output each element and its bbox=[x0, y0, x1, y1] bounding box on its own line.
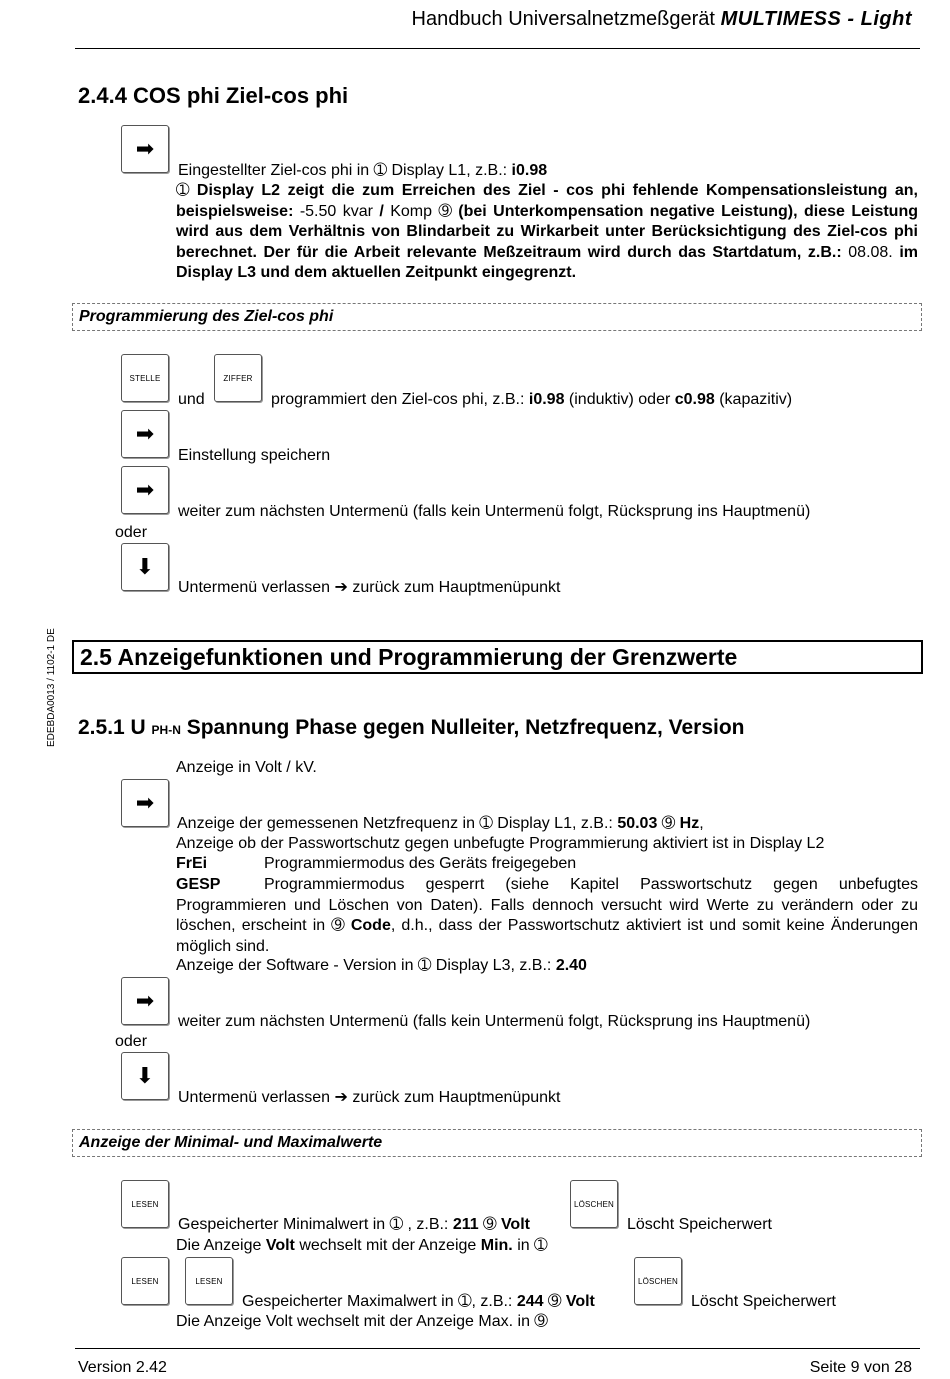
header-rule bbox=[75, 48, 920, 49]
section-heading-25: 2.5 Anzeigefunktionen und Programmierung der Grenzwerte bbox=[72, 640, 923, 674]
loeschen-key-label: LÖSCHEN bbox=[637, 1276, 679, 1286]
gesp-paragraph: GESP Programmiermodus gesperrt (siehe Kapitel Passwortschutz gegen unbefugtes Programmieren und Löschen von Daten). Falls dennoch versucht wird Werte zu verändern oder zu löschen, erscheint in ➈ Code, d.h., dass der Passwortschutz aktiviert ist und somit keine Änderungen möglich sind. bbox=[176, 876, 919, 955]
max-switch-text: Die Anzeige Volt wechselt mit der Anzeige Max. in ➈ bbox=[176, 1313, 548, 1330]
stelle-key-label: STELLE bbox=[129, 373, 161, 383]
section-heading-251: 2.5.1 U PH-N Spannung Phase gegen Nulleiter, Netzfrequenz, Version bbox=[78, 716, 745, 739]
down-arrow-icon: ⬇ bbox=[135, 554, 155, 579]
frequency-text: Anzeige der gemessenen Netzfrequenz in ➀ Display L1, z.B.: 50.03 ➈ Hz, bbox=[177, 815, 704, 832]
stelle-key-button[interactable] bbox=[121, 354, 169, 402]
lesen-key-button-2[interactable] bbox=[185, 1257, 233, 1305]
zielcos-display-line: Eingestellter Ziel-cos phi in ➀ Display L1, z.B.: i0.98 bbox=[178, 162, 548, 179]
enter-key-button[interactable] bbox=[121, 125, 169, 173]
next-submenu-key-button-251[interactable] bbox=[121, 977, 169, 1025]
leave-submenu-key-button-251[interactable] bbox=[121, 1052, 169, 1100]
right-arrow-icon: ➡ bbox=[135, 136, 155, 161]
lesen-key-button-1[interactable] bbox=[121, 1257, 169, 1305]
lesen-key-label: LESEN bbox=[131, 1199, 159, 1209]
right-arrow-icon: ➡ bbox=[135, 790, 155, 815]
box-heading-programming: Programmierung des Ziel-cos phi bbox=[72, 303, 922, 331]
next-submenu-key-button[interactable] bbox=[121, 466, 169, 514]
right-arrow-icon: ➡ bbox=[135, 421, 155, 446]
header-title: Handbuch Universalnetzmeßgerät bbox=[411, 8, 715, 30]
software-version-text: Anzeige der Software - Version in ➀ Display L3, z.B.: 2.40 bbox=[176, 957, 587, 974]
clear-min-text: Löscht Speicherwert bbox=[627, 1216, 772, 1233]
zielcos-description: ➀ Display L2 zeigt die zum Erreichen des Ziel - cos phi fehlende Kompensationsleistung an, beispielsweise: -5.50 kvar / Komp ➈ (bei Unterkompensation negative Leistung), diese Leistung wird aus dem Verhältnis von Blindarbeit zu Wirkarbeit unter Berücksichtigung des Ziel-cos phi berechnet. Der für die Arbeit relevante Meßzeitraum wird durch das Startdatum, z.B.: 08.08. im Display L3 und dem aktuellen Zeitpunkt eingegrenzt. bbox=[176, 182, 919, 281]
document-code: EDEBDA0013 / 1102-1 DE bbox=[46, 628, 57, 747]
right-arrow-icon: ➡ bbox=[135, 988, 155, 1013]
clear-max-text: Löscht Speicherwert bbox=[691, 1293, 836, 1310]
header-brand: MULTIMESS - Light bbox=[720, 8, 912, 30]
footer-version: Version 2.42 bbox=[78, 1359, 167, 1376]
und-text: und bbox=[178, 391, 205, 408]
save-key-button[interactable] bbox=[121, 410, 169, 458]
footer-rule bbox=[75, 1348, 920, 1349]
lesen-key-label: LESEN bbox=[131, 1276, 159, 1286]
ziffer-key-button[interactable] bbox=[214, 354, 262, 402]
section-heading-244: 2.4.4 COS phi Ziel-cos phi bbox=[78, 83, 349, 108]
leave-submenu-text: Untermenü verlassen ➔ zurück zum Hauptmenüpunkt bbox=[178, 579, 561, 596]
min-value-text: Gespeicherter Minimalwert in ➀ , z.B.: 211 ➈ Volt bbox=[178, 1216, 530, 1233]
oder-text-251: oder bbox=[115, 1033, 148, 1050]
down-arrow-icon: ⬇ bbox=[135, 1063, 155, 1088]
password-status-text: Anzeige ob der Passwortschutz gegen unbefugte Programmierung aktiviert ist in Display L2 bbox=[176, 835, 825, 852]
voltage-unit-text: Anzeige in Volt / kV. bbox=[176, 759, 317, 776]
enter-key-button-251[interactable] bbox=[121, 779, 169, 827]
lesen-key-button[interactable] bbox=[121, 1180, 169, 1228]
loeschen-key-button-max[interactable] bbox=[634, 1257, 682, 1305]
programming-description: programmiert den Ziel-cos phi, z.B.: i0.98 (induktiv) oder c0.98 (kapazitiv) bbox=[271, 391, 793, 408]
footer-page-number: Seite 9 von 28 bbox=[809, 1359, 912, 1376]
page-header bbox=[0, 8, 912, 31]
next-submenu-text: weiter zum nächsten Untermenü (falls kein Untermenü folgt, Rücksprung ins Hauptmenü) bbox=[178, 503, 811, 520]
leave-submenu-key-button[interactable] bbox=[121, 543, 169, 591]
leave-submenu-text-251: Untermenü verlassen ➔ zurück zum Hauptmenüpunkt bbox=[178, 1089, 561, 1106]
frei-line: FrEi Programmiermodus des Geräts freigegeben bbox=[176, 855, 577, 872]
oder-text: oder bbox=[115, 524, 148, 541]
box-heading-minmax: Anzeige der Minimal- und Maximalwerte bbox=[72, 1129, 922, 1157]
next-submenu-text-251: weiter zum nächsten Untermenü (falls kein Untermenü folgt, Rücksprung ins Hauptmenü) bbox=[178, 1013, 811, 1030]
loeschen-key-button[interactable] bbox=[570, 1180, 618, 1228]
ziffer-key-label: ZIFFER bbox=[223, 373, 253, 383]
save-text: Einstellung speichern bbox=[178, 447, 331, 464]
right-arrow-icon: ➡ bbox=[135, 477, 155, 502]
min-switch-text: Die Anzeige Volt wechselt mit der Anzeige Min. in ➀ bbox=[176, 1237, 548, 1254]
max-value-text: Gespeicherter Maximalwert in ➀, z.B.: 244 ➈ Volt bbox=[242, 1293, 595, 1310]
lesen-key-label: LESEN bbox=[195, 1276, 223, 1286]
loeschen-key-label: LÖSCHEN bbox=[573, 1199, 615, 1209]
